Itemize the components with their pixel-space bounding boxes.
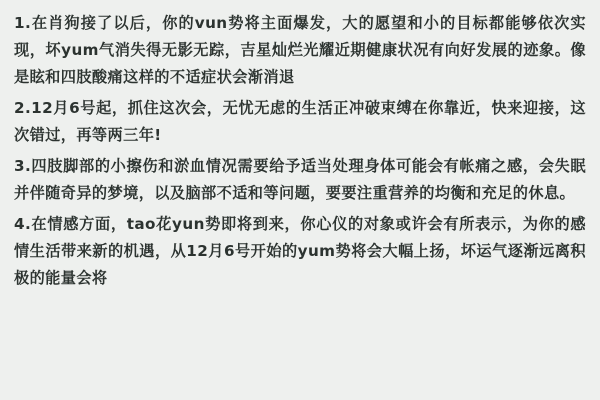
paragraph-1: 1.在肖狗接了以后，你的vun势将主面爆发，大的愿望和小的目标都能够依次实现，坏yum气消失得无影无踪，吉星灿烂光耀近期健康状况有向好发展的迹象。像是眩和四肢酸痛这样的不适症状会渐消退: [14, 14, 586, 86]
paragraph-2: 2.12月6号起，抓住这次会，无忧无虑的生活正冲破束缚在你靠近，快来迎接，这次错过，再等两三年!: [14, 99, 586, 144]
paragraph-4: 4.在情感方面，tao花yun势即将到来，你心仪的对象或许会有所表示，为你的感情生活带来新的机遇，从12月6号开始的yum势将会大幅上扬，坏运气逐渐远离积极的能量会将: [14, 215, 586, 287]
paragraph-3: 3.四肢脚部的小擦伤和淤血情况需要给予适当处理身体可能会有帐痛之感，会失眠并伴随奇异的梦境，以及脑部不适和等问题，要要注重营养的均衡和充足的休息。: [14, 157, 586, 202]
